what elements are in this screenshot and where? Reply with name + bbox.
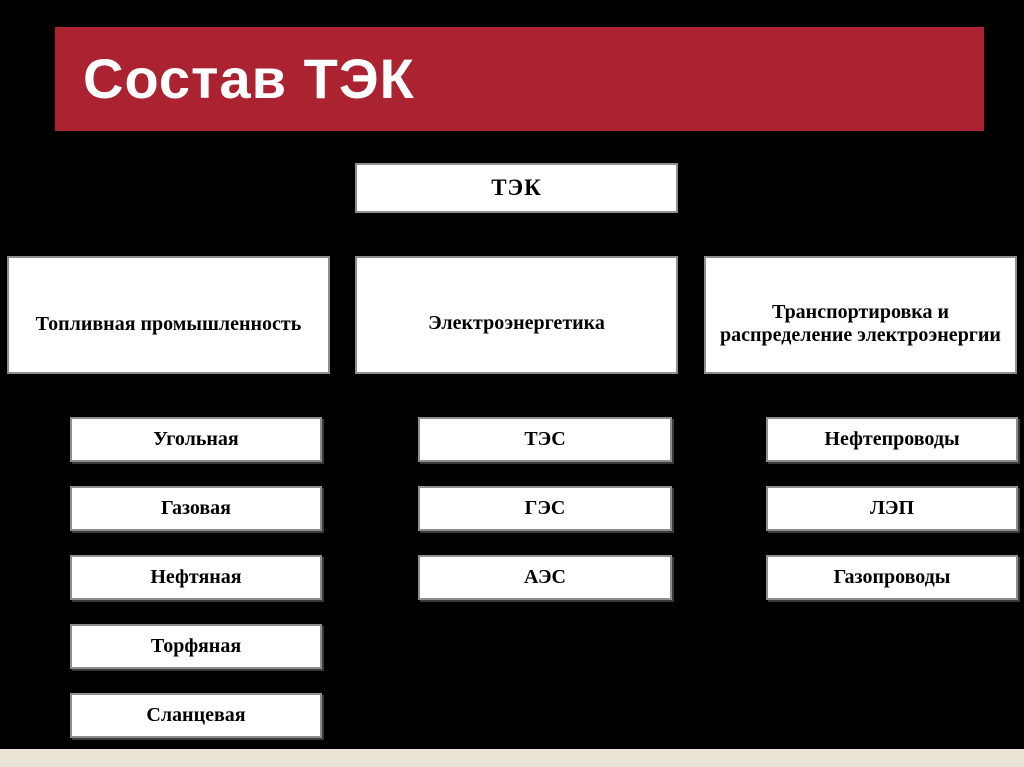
diagram-leaf-aes: [418, 555, 672, 600]
diagram-leaf-shale: [70, 693, 322, 738]
footer-strip: [0, 749, 1024, 767]
diagram-leaf-gas: [70, 486, 322, 531]
diagram-node-fuel-industry-label: Топливная промышленность: [35, 312, 302, 335]
diagram-leaf-power-lines-label: ЛЭП: [869, 497, 915, 519]
diagram-leaf-gas-label: Газовая: [160, 497, 231, 519]
diagram-leaf-peat: [70, 624, 322, 669]
diagram-leaf-gas-pipelines: [766, 555, 1018, 600]
page-title: Состав ТЭК: [83, 47, 415, 110]
diagram-leaf-tes: [418, 417, 672, 462]
diagram-node-root: [355, 163, 678, 213]
diagram-leaf-ges-label: ГЭС: [524, 497, 566, 519]
diagram-node-fuel-industry: [7, 256, 330, 374]
diagram-leaf-coal: [70, 417, 322, 462]
diagram-leaf-aes-label: АЭС: [524, 566, 566, 588]
diagram-node-electric-power-label: Электроэнергетика: [428, 311, 605, 334]
diagram-leaf-power-lines: [766, 486, 1018, 531]
diagram-node-transport-distribution-label: Транспортировка и распределение электроэнергии: [720, 301, 1001, 346]
diagram-leaf-tes-label: ТЭС: [524, 428, 566, 450]
diagram-leaf-oil: [70, 555, 322, 600]
diagram-leaf-peat-label: Торфяная: [150, 635, 242, 657]
title-banner: [55, 27, 984, 131]
diagram-node-root-label: ТЭК: [491, 174, 542, 200]
diagram-leaf-oil-pipelines-label: Нефтепроводы: [824, 428, 960, 450]
diagram-node-transport-distribution: [704, 256, 1017, 374]
diagram-leaf-oil-label: Нефтяная: [150, 566, 242, 588]
diagram-leaf-gas-pipelines-label: Газопроводы: [833, 566, 951, 588]
diagram-leaf-ges: [418, 486, 672, 531]
diagram-leaf-oil-pipelines: [766, 417, 1018, 462]
diagram-node-electric-power: [355, 256, 678, 374]
diagram-leaf-coal-label: Угольная: [153, 428, 239, 450]
diagram-leaf-shale-label: Сланцевая: [146, 704, 246, 726]
